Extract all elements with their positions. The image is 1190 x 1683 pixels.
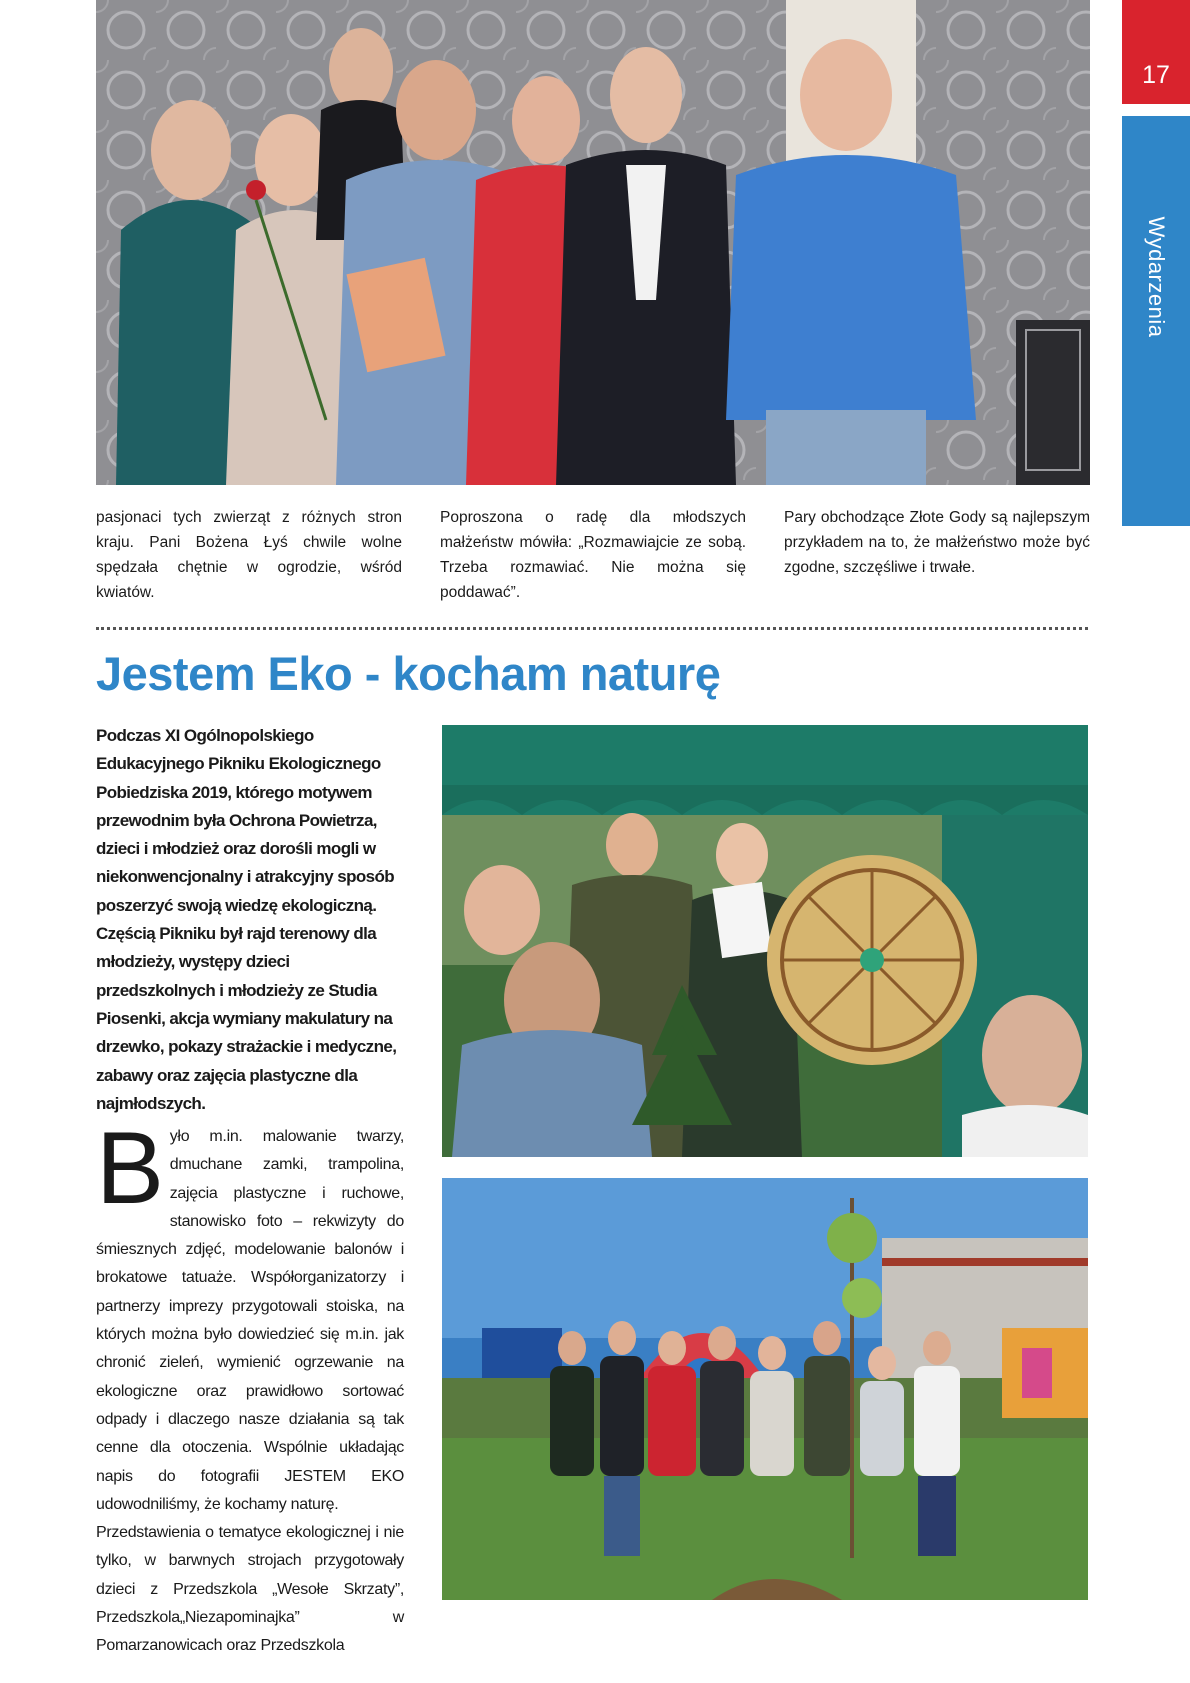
caption-left: pasjonaci tych zwierząt z różnych stron kraju. Pani Bożena Łyś chwile wolne spędzała chętnie w ogrodzie, wśród kwiatów. [96, 509, 402, 601]
dotted-separator [96, 627, 1088, 630]
caption-middle: Poproszona o radę dla młodszych małżeństw mówiła: „Rozmawiajcie ze sobą. Trzeba rozmawiać. Nie można się poddawać”. [440, 509, 746, 601]
article-lead: Podczas XI Ogólnopolskiego Edukacyjnego Pikniku Ekologicznego Pobiedziska 2019, którego motywem przewodnim była Ochrona Powietrza, dzieci i młodzież oraz dorośli mogli w niekonwencjonalny i atrakcyjny sposób poszerzyć swoją wiedzę ekologiczną. Częścią Pikniku był rajd terenowy dla młodzieży, występy dzieci przedszkolnych i młodzieży ze Studia Piosenki, akcja wymiany makulatury na drzewko, pokazy strażackie i medyczne, zabawy oraz zajęcia plastyczne dla najmłodszych. [96, 726, 397, 1113]
caption-right: Pary obchodzące Złote Gody są najlepszym przykładem na to, że małżeństwo może być zgodne, szczęśliwe i trwałe. [784, 509, 1090, 576]
group-portrait-photo [96, 0, 1090, 485]
body-paragraph-2: Przedstawienia o tematyce ekologicznej i nie tylko, w barwnych strojach przygotowały dzieci z Przedszkola „Wesołe Skrzaty”, Przedszkola„Niezapominajka” w Pomarzanowicach oraz Przedszkola [96, 1524, 404, 1655]
body-paragraph-1: yło m.in. malowanie twarzy, dmuchane zamki, trampolina, zajęcia plastyczne i ruchowe, stanowisko foto – rekwizyty do śmiesznych zdjęć, modelowanie balonów i brokatowe tatuaże. Współorganizatorzy i partnerzy imprezy przygotowali stoiska, na których można było dowiedzieć się m.in. jak chronić zieleń, wymienić ogrzewanie na ekologiczne oraz prawidłowo sortować odpady i dlaczego nasze działania są tak cenne dla otoczenia. Wspólnie układając napis do fotografii JESTEM EKO udowodniliśmy, że kochamy naturę. [96, 1128, 404, 1513]
article-title: Jestem Eko - kocham naturę [96, 647, 721, 700]
article-body [96, 1111, 404, 1661]
tree-planting-photo [442, 1178, 1088, 1600]
page-number: 17 [1142, 61, 1170, 89]
section-tab [1122, 116, 1190, 526]
drop-cap: B [96, 1111, 164, 1225]
eco-stand-photo [442, 725, 1088, 1157]
section-label: Wydarzenia [1144, 216, 1169, 338]
page-number-tab [1122, 0, 1190, 104]
